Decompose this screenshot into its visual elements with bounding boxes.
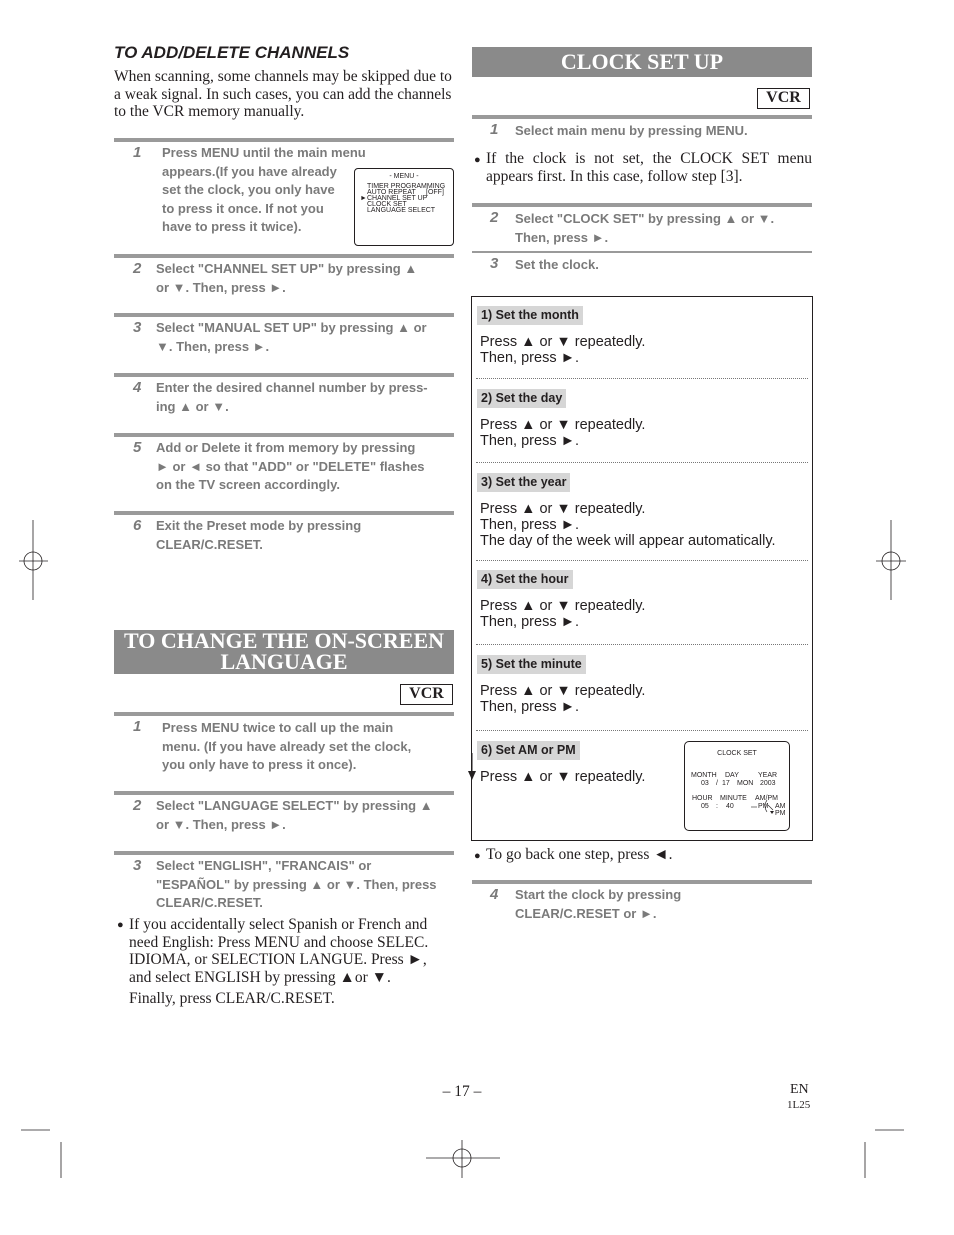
substep-line: Then, press ►. <box>480 433 579 449</box>
clock-label: DAY <box>725 772 739 779</box>
step-line: Select "MANUAL SET UP" by pressing ▲ or <box>156 320 427 335</box>
model-code: 1L25 <box>787 1099 811 1111</box>
substep-line: The day of the week will appear automatically. <box>480 533 776 549</box>
step-line: CLEAR/C.RESET or ►. <box>515 905 657 921</box>
banner-line: LANGUAGE <box>220 649 348 674</box>
clock-value: / <box>716 780 718 787</box>
step-line: Start the clock by pressing <box>515 887 682 902</box>
step-line: have to press it twice). <box>162 219 302 234</box>
step-number: 2 <box>133 260 142 277</box>
intro-line: When scanning, some channels may be skipped due to <box>114 68 452 85</box>
note-line: and select ENGLISH by pressing ▲or ▼. <box>129 968 391 986</box>
vcr-badge: VCR <box>400 684 453 705</box>
menu-item: AUTO REPEAT <box>367 189 416 196</box>
substep-line: Press ▲ or ▼ repeatedly. <box>480 501 646 517</box>
step-number: 1 <box>133 144 142 161</box>
step-line: Add or Delete it from memory by pressing <box>156 440 416 455</box>
substep-heading: 5) Set the minute <box>477 655 586 674</box>
step-line: Exit the Preset mode by pressing <box>156 518 362 533</box>
step-line: to press it once. If not you <box>162 200 324 216</box>
step-line: Select "ENGLISH", "FRANCAIS" or <box>156 858 372 873</box>
back-note: To go back one step, press ◄. <box>486 846 673 863</box>
substep-line: Press ▲ or ▼ repeatedly. <box>480 334 646 350</box>
language-code: EN <box>790 1082 809 1097</box>
step-line: Press MENU twice to call up the main <box>162 720 394 735</box>
menu-cursor-icon: ► <box>360 195 367 202</box>
step-line: Enter the desired channel number by press- <box>156 380 428 395</box>
substep-line: Press ▲ or ▼ repeatedly. <box>480 769 646 785</box>
step-number: 2 <box>490 209 499 226</box>
substep-heading: 1) Set the month <box>477 306 583 325</box>
clock-value: 17 <box>722 780 730 787</box>
step-line: you only have to press it once). <box>162 757 357 772</box>
substep-heading: 3) Set the year <box>477 473 570 492</box>
clock-value: 03 <box>701 780 709 787</box>
substep-heading: 6) Set AM or PM <box>477 741 580 760</box>
menu-screen-title: - MENU - <box>389 173 419 180</box>
clock-value: 2003 <box>760 780 776 787</box>
step-line: "ESPAÑOL" by pressing ▲ or ▼. Then, press <box>156 876 437 892</box>
step-line: CLEAR/C.RESET. <box>156 895 263 910</box>
note-line: If you accidentally select Spanish or French and <box>129 916 428 933</box>
clock-value: 05 <box>701 803 709 810</box>
clock-value: MON <box>737 780 754 787</box>
substep-line: Then, press ►. <box>480 517 579 533</box>
step-number: 6 <box>133 517 142 534</box>
step-number: 5 <box>133 439 142 456</box>
step-number: 1 <box>490 121 499 138</box>
substep-line: Press ▲ or ▼ repeatedly. <box>480 417 646 433</box>
clock-screen-title: CLOCK SET <box>717 750 757 757</box>
step-number: 1 <box>133 718 142 735</box>
step-line: ing ▲ or ▼. <box>156 398 229 414</box>
note-line: Finally, press CLEAR/C.RESET. <box>129 990 335 1007</box>
step-line: Select "CHANNEL SET UP" by pressing ▲ <box>156 261 418 276</box>
clock-option: AM <box>775 803 786 810</box>
clock-label: YEAR <box>758 772 778 779</box>
step-text: Set the clock. <box>515 257 599 272</box>
step-line: Then, press ►. <box>515 229 609 245</box>
note-line: appears first. In this case, follow step [3]. <box>486 167 743 185</box>
step-line: ▼. Then, press ►. <box>156 338 270 354</box>
step-line: Select "LANGUAGE SELECT" by pressing ▲ <box>156 798 433 813</box>
step-text: Select main menu by pressing MENU. <box>515 123 748 138</box>
step-number: 4 <box>490 886 499 903</box>
step-number: 4 <box>133 379 142 396</box>
menu-item: CHANNEL SET UP <box>367 195 428 202</box>
clock-value: PM <box>758 803 769 810</box>
step-line: ► or ◄ so that "ADD" or "DELETE" flashes <box>156 458 425 474</box>
clock-label: AM/PM <box>755 795 778 802</box>
clock-set-up-banner: CLOCK SET UP <box>472 47 812 77</box>
step-line: Select "CLOCK SET" by pressing ▲ or ▼. <box>515 211 775 226</box>
step-line: set the clock, you only have <box>162 182 335 197</box>
clock-label: MINUTE <box>720 795 747 802</box>
step-line: or ▼. Then, press ►. <box>156 279 286 295</box>
step-line: on the TV screen accordingly. <box>156 477 340 492</box>
note-line: need English: Press MENU and choose SELEC. <box>129 933 429 951</box>
menu-item: LANGUAGE SELECT <box>367 207 436 214</box>
intro-line: a weak signal. In such cases, you can add the channels <box>114 85 452 103</box>
note-line: IDIOMA, or SELECTION LANGUE. Press ►, <box>129 951 427 968</box>
substep-line: Then, press ►. <box>480 699 579 715</box>
step-line: appears.(If you have already <box>162 163 337 179</box>
substep-heading: 4) Set the hour <box>477 570 573 589</box>
substep-line: Then, press ►. <box>480 614 579 630</box>
menu-item: CLOCK SET <box>367 201 407 208</box>
add-delete-title: TO ADD/DELETE CHANNELS <box>114 43 350 62</box>
bullet-icon: ● <box>474 154 481 166</box>
clock-value: 40 <box>726 803 734 810</box>
substep-line: Press ▲ or ▼ repeatedly. <box>480 683 646 699</box>
substep-line: Press ▲ or ▼ repeatedly. <box>480 598 646 614</box>
step-number: 2 <box>133 797 142 814</box>
clock-option: PM <box>775 810 786 817</box>
step-number: 3 <box>133 857 142 874</box>
menu-item: TIMER PROGRAMMING <box>367 183 446 190</box>
bullet-icon: ● <box>117 919 124 931</box>
substep-heading: 2) Set the day <box>477 389 566 408</box>
step-line: or ▼. Then, press ►. <box>156 816 286 832</box>
clock-value: : <box>716 803 718 810</box>
step-line: Press MENU until the main menu <box>162 145 366 160</box>
page-number: – 17 – <box>442 1083 482 1100</box>
step-number: 3 <box>490 255 499 272</box>
step-line: menu. (If you have already set the clock, <box>162 738 412 754</box>
banner-line: TO CHANGE THE ON-SCREEN <box>123 628 445 653</box>
substep-line: Then, press ►. <box>480 350 579 366</box>
bullet-icon: ● <box>474 850 481 862</box>
intro-line: to the VCR memory manually. <box>114 103 305 120</box>
step-number: 3 <box>133 319 142 336</box>
menu-item-value: [OFF] <box>426 189 444 196</box>
clock-label: HOUR <box>692 795 713 802</box>
clock-label: MONTH <box>691 772 717 779</box>
vcr-badge: VCR <box>757 88 810 109</box>
note-line: If the clock is not set, the CLOCK SET menu <box>486 150 812 167</box>
step-line: CLEAR/C.RESET. <box>156 536 263 552</box>
